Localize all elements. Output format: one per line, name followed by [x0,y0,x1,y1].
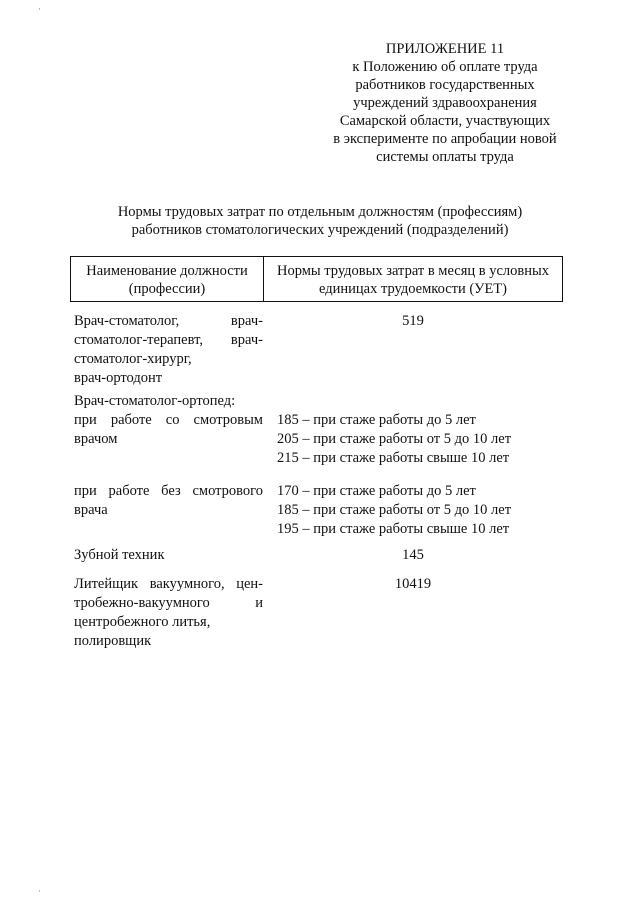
position-name: при работе со смотровым [74,412,263,428]
position-name: Врач-стоматолог-ортопед: [74,393,236,409]
position-name: врача [74,502,108,518]
appendix-number: ПРИЛОЖЕНИЕ 11 [385,41,505,57]
table-header [70,256,563,302]
norm-item: 185 – при стаже работы от 5 до 10 лет [277,502,512,518]
header-position-name [71,257,264,301]
norm-list [263,482,563,539]
table-row [70,411,563,468]
position-name-cell [70,546,263,565]
norm-value: 145 [402,547,424,563]
norm-value: 10419 [394,576,432,592]
norm-item: 170 – при стаже работы до 5 лет [277,483,476,499]
table-row [70,312,563,388]
appendix-line: к Положению об оплате труда [352,59,538,75]
position-name-cell [70,482,263,539]
position-name-cell [70,575,263,651]
position-name: врачом [74,431,118,447]
norm-item: 195 – при стаже работы свыше 10 лет [277,521,510,537]
scan-mark: · [38,886,41,896]
header-text: единицах трудоемкости (УЕТ) [318,281,507,297]
table-row [70,482,563,539]
title-line: Нормы трудовых затрат по отдельным должностям (профессиям) [117,204,523,220]
table-row [70,392,563,411]
position-name: стоматолог-хирург, [74,351,192,367]
position-name: Литейщик вакуумного, цен- [74,576,263,592]
norm-item: 215 – при стаже работы свыше 10 лет [277,450,510,466]
appendix-line: учреждений здравоохранения [353,95,537,111]
norm-value-empty [263,392,563,411]
appendix-line: системы оплаты труда [376,149,514,165]
header-text: (профессии) [128,281,206,297]
position-name: полировщик [74,633,152,649]
header-text: Нормы трудовых затрат в месяц в условных [276,263,550,279]
norm-item: 205 – при стаже работы от 5 до 10 лет [277,431,512,447]
norm-list [263,411,563,468]
appendix-header [300,40,590,166]
position-name: Зубной техник [74,547,165,563]
position-name-cell [70,312,263,388]
position-name: центробежного литья, [74,614,211,630]
table-row [70,546,563,565]
norm-value: 519 [402,313,424,329]
position-name: при работе без смотрового [74,483,263,499]
position-name: врач-ортодонт [74,370,163,386]
appendix-line: работников государственных [355,77,535,93]
position-name-cell [70,392,263,411]
header-labor-norms [264,257,562,301]
table-row [70,575,563,651]
header-text: Наименование должности [86,263,248,279]
position-name-cell [70,411,263,468]
norm-item: 185 – при стаже работы до 5 лет [277,412,476,428]
position-name: Врач-стоматолог, врач- [74,313,263,329]
scan-mark: · [38,4,41,14]
document-title [40,203,600,239]
title-line: работников стоматологических учреждений (подразделений) [131,222,509,238]
position-name: стоматолог-терапевт, врач- [74,332,263,348]
position-name: тробежно-вакуумного и [74,595,263,611]
appendix-line: Самарской области, участвующих [339,113,551,129]
appendix-line: в эксперименте по апробации новой [333,131,557,147]
